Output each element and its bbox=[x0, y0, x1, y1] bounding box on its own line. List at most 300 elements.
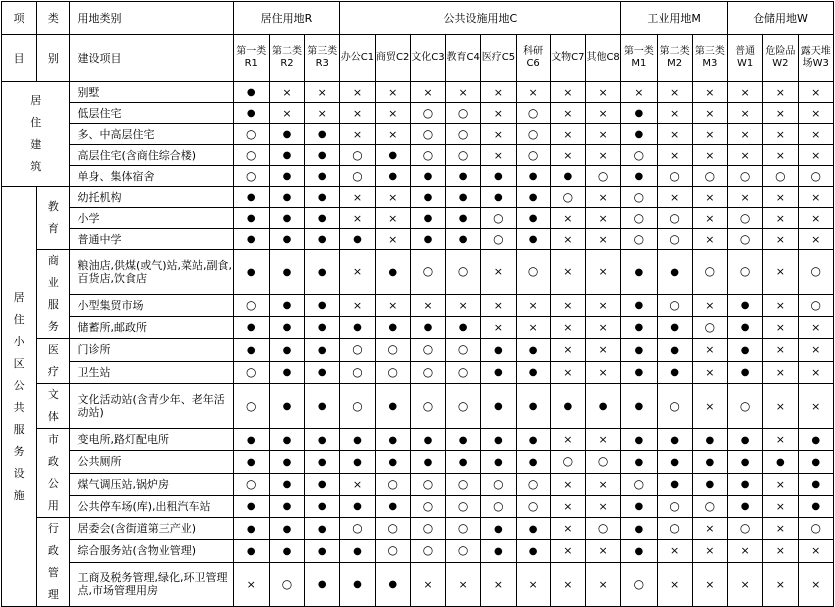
compatibility-mark: × bbox=[550, 250, 585, 295]
compatibility-mark: ● bbox=[516, 229, 550, 250]
compatibility-mark: ● bbox=[657, 473, 692, 495]
compatibility-mark: × bbox=[585, 339, 620, 362]
compatibility-mark: × bbox=[798, 187, 834, 208]
project-label: 小学 bbox=[70, 208, 233, 229]
compatibility-mark: × bbox=[763, 339, 798, 362]
compatibility-mark: × bbox=[269, 103, 304, 124]
compatibility-mark: ● bbox=[728, 495, 763, 517]
compatibility-mark: ○ bbox=[621, 145, 657, 166]
table-row bbox=[2, 473, 834, 495]
compatibility-mark: × bbox=[305, 82, 340, 103]
compatibility-mark: ● bbox=[657, 451, 692, 473]
compatibility-mark: ○ bbox=[585, 451, 620, 473]
compatibility-mark: ● bbox=[481, 540, 516, 562]
table-row bbox=[2, 518, 834, 540]
compatibility-mark: ● bbox=[481, 384, 516, 429]
compatibility-mark: × bbox=[375, 82, 410, 103]
compatibility-mark: × bbox=[550, 124, 585, 145]
subgroup-label-text: 教育 bbox=[47, 200, 59, 235]
compatibility-mark: ● bbox=[269, 187, 304, 208]
column-header: 露天堆场W3 bbox=[798, 35, 834, 82]
compatibility-mark: ● bbox=[798, 429, 834, 451]
compatibility-mark: × bbox=[657, 103, 692, 124]
compatibility-mark: × bbox=[692, 208, 727, 229]
column-header: 医疗C5 bbox=[481, 35, 516, 82]
compatibility-mark: ● bbox=[621, 166, 657, 187]
compatibility-mark: ● bbox=[446, 316, 481, 338]
table-row bbox=[2, 229, 834, 250]
compatibility-mark: ○ bbox=[340, 166, 375, 187]
compatibility-mark: × bbox=[446, 294, 481, 316]
table-row bbox=[2, 103, 834, 124]
compatibility-mark: × bbox=[233, 562, 269, 607]
compatibility-mark: ● bbox=[516, 518, 550, 540]
compatibility-mark: × bbox=[798, 384, 834, 429]
group-header-residential: 居住用地R bbox=[233, 2, 340, 35]
compatibility-mark: ● bbox=[269, 473, 304, 495]
compatibility-mark: × bbox=[516, 316, 550, 338]
subgroup-label-text: 文体 bbox=[47, 388, 59, 423]
compatibility-mark: × bbox=[481, 82, 516, 103]
compatibility-mark: ● bbox=[305, 229, 340, 250]
compatibility-mark: ○ bbox=[728, 166, 763, 187]
compatibility-mark: ● bbox=[621, 294, 657, 316]
project-label: 粮油店,供煤(或气)站,菜站,副食,百货店,饮食店 bbox=[70, 250, 233, 295]
compatibility-mark: ○ bbox=[692, 316, 727, 338]
group-header-storage: 仓储用地W bbox=[728, 2, 834, 35]
project-label: 综合服务站(含物业管理) bbox=[70, 540, 233, 562]
compatibility-mark: ● bbox=[585, 384, 620, 429]
compatibility-mark: ○ bbox=[446, 339, 481, 362]
compatibility-mark: ● bbox=[340, 229, 375, 250]
compatibility-mark: ○ bbox=[692, 495, 727, 517]
compatibility-mark: × bbox=[798, 124, 834, 145]
table-row bbox=[2, 166, 834, 187]
compatibility-mark: ○ bbox=[410, 250, 445, 295]
compatibility-mark: ○ bbox=[410, 103, 445, 124]
compatibility-mark: ● bbox=[269, 250, 304, 295]
compatibility-mark: ● bbox=[269, 316, 304, 338]
compatibility-mark: × bbox=[692, 294, 727, 316]
compatibility-mark: ○ bbox=[410, 384, 445, 429]
compatibility-mark: × bbox=[481, 294, 516, 316]
compatibility-mark: ○ bbox=[410, 473, 445, 495]
compatibility-mark: ● bbox=[621, 495, 657, 517]
compatibility-mark: × bbox=[585, 187, 620, 208]
table-header bbox=[2, 2, 834, 82]
compatibility-mark: ● bbox=[621, 384, 657, 429]
compatibility-mark: ● bbox=[728, 429, 763, 451]
compatibility-mark: × bbox=[375, 208, 410, 229]
compatibility-mark: × bbox=[763, 384, 798, 429]
compatibility-mark: ● bbox=[233, 187, 269, 208]
project-label: 变电所,路灯配电所 bbox=[70, 429, 233, 451]
compatibility-mark: ● bbox=[305, 250, 340, 295]
compatibility-mark: × bbox=[692, 339, 727, 362]
compatibility-mark: ○ bbox=[446, 250, 481, 295]
project-label: 煤气调压站,锅炉房 bbox=[70, 473, 233, 495]
compatibility-mark: ○ bbox=[585, 518, 620, 540]
compatibility-mark: × bbox=[798, 145, 834, 166]
compatibility-mark: ● bbox=[481, 166, 516, 187]
compatibility-mark: × bbox=[692, 384, 727, 429]
compatibility-mark: ● bbox=[233, 540, 269, 562]
compatibility-mark: ● bbox=[305, 361, 340, 384]
compatibility-mark: ● bbox=[269, 166, 304, 187]
column-header: 第一类M1 bbox=[621, 35, 657, 82]
compatibility-mark: × bbox=[657, 540, 692, 562]
compatibility-mark: ○ bbox=[585, 166, 620, 187]
project-label: 卫生站 bbox=[70, 361, 233, 384]
compatibility-mark: × bbox=[585, 429, 620, 451]
compatibility-mark: × bbox=[410, 562, 445, 607]
compatibility-mark: × bbox=[798, 540, 834, 562]
compatibility-mark: ● bbox=[375, 384, 410, 429]
compatibility-mark: ● bbox=[446, 208, 481, 229]
compatibility-mark: × bbox=[340, 124, 375, 145]
project-label: 公共停车场(库),出租汽车站 bbox=[70, 495, 233, 517]
compatibility-mark: ○ bbox=[446, 518, 481, 540]
compatibility-mark: ● bbox=[269, 294, 304, 316]
compatibility-mark: ● bbox=[621, 361, 657, 384]
compatibility-mark: × bbox=[550, 429, 585, 451]
compatibility-mark: × bbox=[692, 540, 727, 562]
compatibility-mark: ● bbox=[550, 166, 585, 187]
compatibility-mark: ○ bbox=[446, 145, 481, 166]
project-label: 居委会(含街道第三产业) bbox=[70, 518, 233, 540]
compatibility-mark: ● bbox=[410, 166, 445, 187]
compatibility-mark: × bbox=[340, 208, 375, 229]
compatibility-mark: ○ bbox=[481, 229, 516, 250]
compatibility-mark: ● bbox=[481, 451, 516, 473]
compatibility-mark: × bbox=[585, 540, 620, 562]
compatibility-mark: ● bbox=[269, 145, 304, 166]
compatibility-mark: ○ bbox=[375, 518, 410, 540]
table-body bbox=[2, 82, 834, 607]
compatibility-mark: ● bbox=[410, 451, 445, 473]
compatibility-mark: ○ bbox=[728, 518, 763, 540]
compatibility-mark: ○ bbox=[481, 473, 516, 495]
compatibility-mark: ● bbox=[410, 229, 445, 250]
column-header: 危险品W2 bbox=[763, 35, 798, 82]
compatibility-mark: × bbox=[692, 103, 727, 124]
subgroup-label bbox=[37, 384, 70, 429]
compatibility-mark: ● bbox=[621, 429, 657, 451]
compatibility-mark: ○ bbox=[763, 166, 798, 187]
compatibility-mark: × bbox=[550, 518, 585, 540]
compatibility-mark: ● bbox=[269, 124, 304, 145]
compatibility-mark: ○ bbox=[621, 562, 657, 607]
table-row bbox=[2, 540, 834, 562]
compatibility-mark: ● bbox=[305, 124, 340, 145]
column-header: 第一类R1 bbox=[233, 35, 269, 82]
compatibility-mark: ● bbox=[481, 361, 516, 384]
compatibility-mark: ○ bbox=[692, 250, 727, 295]
compatibility-mark: × bbox=[763, 316, 798, 338]
group-header-industrial: 工业用地M bbox=[621, 2, 728, 35]
compatibility-mark: ● bbox=[305, 208, 340, 229]
compatibility-mark: × bbox=[481, 145, 516, 166]
compatibility-mark: ● bbox=[621, 518, 657, 540]
compatibility-mark: ○ bbox=[446, 540, 481, 562]
compatibility-mark: ○ bbox=[728, 250, 763, 295]
compatibility-mark: × bbox=[798, 82, 834, 103]
table-row bbox=[2, 250, 834, 295]
table-row bbox=[2, 145, 834, 166]
compatibility-mark: × bbox=[728, 124, 763, 145]
compatibility-mark: × bbox=[340, 294, 375, 316]
table-row bbox=[2, 562, 834, 607]
project-label: 单身、集体宿舍 bbox=[70, 166, 233, 187]
compatibility-mark: ● bbox=[269, 229, 304, 250]
compatibility-mark: ● bbox=[233, 208, 269, 229]
compatibility-mark: × bbox=[481, 103, 516, 124]
compatibility-mark: ○ bbox=[728, 229, 763, 250]
compatibility-mark: ● bbox=[446, 166, 481, 187]
compatibility-mark: × bbox=[798, 208, 834, 229]
compatibility-mark: ● bbox=[516, 339, 550, 362]
compatibility-mark: ○ bbox=[446, 473, 481, 495]
compatibility-mark: ○ bbox=[657, 229, 692, 250]
compatibility-mark: × bbox=[550, 361, 585, 384]
compatibility-mark: × bbox=[550, 229, 585, 250]
compatibility-mark: ● bbox=[269, 540, 304, 562]
compatibility-mark: × bbox=[798, 103, 834, 124]
class-header-top: 类 bbox=[37, 2, 70, 35]
group-header-public: 公共设施用地C bbox=[340, 2, 621, 35]
compatibility-mark: ○ bbox=[233, 145, 269, 166]
compatibility-mark: × bbox=[763, 82, 798, 103]
compatibility-mark: × bbox=[692, 361, 727, 384]
compatibility-mark: ● bbox=[233, 82, 269, 103]
compatibility-mark: ● bbox=[481, 339, 516, 362]
compatibility-mark: ● bbox=[340, 316, 375, 338]
compatibility-mark: × bbox=[692, 229, 727, 250]
project-label: 工商及税务管理,绿化,环卫管理点,市场管理用房 bbox=[70, 562, 233, 607]
compatibility-mark: ○ bbox=[657, 384, 692, 429]
compatibility-mark: ○ bbox=[340, 339, 375, 362]
compatibility-mark: ○ bbox=[798, 294, 834, 316]
item-header-bottom: 目 bbox=[2, 35, 37, 82]
compatibility-mark: × bbox=[550, 540, 585, 562]
compatibility-mark: × bbox=[763, 473, 798, 495]
compatibility-mark: ○ bbox=[516, 124, 550, 145]
compatibility-mark: ● bbox=[516, 451, 550, 473]
column-header: 普通W1 bbox=[728, 35, 763, 82]
subgroup-label bbox=[37, 187, 70, 250]
compatibility-mark: ● bbox=[516, 429, 550, 451]
compatibility-mark: ○ bbox=[657, 495, 692, 517]
compatibility-mark: ● bbox=[233, 518, 269, 540]
compatibility-mark: × bbox=[763, 495, 798, 517]
compatibility-mark: × bbox=[585, 124, 620, 145]
compatibility-mark: ○ bbox=[233, 473, 269, 495]
land-use-compatibility-table bbox=[1, 1, 834, 607]
compatibility-mark: ○ bbox=[410, 145, 445, 166]
compatibility-mark: ● bbox=[692, 451, 727, 473]
compatibility-mark: ● bbox=[269, 451, 304, 473]
table-row bbox=[2, 187, 834, 208]
compatibility-mark: × bbox=[585, 473, 620, 495]
compatibility-mark: ○ bbox=[340, 384, 375, 429]
compatibility-mark: ○ bbox=[621, 473, 657, 495]
compatibility-mark: ○ bbox=[410, 124, 445, 145]
compatibility-mark: ● bbox=[305, 384, 340, 429]
compatibility-mark: × bbox=[585, 495, 620, 517]
compatibility-mark: × bbox=[550, 316, 585, 338]
compatibility-mark: ● bbox=[375, 250, 410, 295]
compatibility-mark: ● bbox=[269, 518, 304, 540]
compatibility-mark: × bbox=[375, 187, 410, 208]
compatibility-mark: × bbox=[585, 103, 620, 124]
compatibility-mark: ● bbox=[410, 429, 445, 451]
compatibility-mark: × bbox=[585, 208, 620, 229]
compatibility-mark: × bbox=[550, 294, 585, 316]
table-row bbox=[2, 361, 834, 384]
compatibility-mark: ● bbox=[305, 339, 340, 362]
compatibility-mark: × bbox=[728, 82, 763, 103]
compatibility-mark: ● bbox=[375, 166, 410, 187]
subgroup-label bbox=[37, 250, 70, 339]
compatibility-mark: × bbox=[763, 429, 798, 451]
project-label: 高层住宅(含商住综合楼) bbox=[70, 145, 233, 166]
compatibility-mark: × bbox=[550, 82, 585, 103]
compatibility-mark: ● bbox=[657, 250, 692, 295]
column-header: 文物C7 bbox=[550, 35, 585, 82]
compatibility-mark: ○ bbox=[410, 495, 445, 517]
compatibility-mark: ● bbox=[305, 187, 340, 208]
compatibility-mark: × bbox=[763, 294, 798, 316]
compatibility-mark: × bbox=[585, 294, 620, 316]
compatibility-mark: ● bbox=[305, 429, 340, 451]
compatibility-mark: ○ bbox=[657, 208, 692, 229]
compatibility-mark: × bbox=[798, 316, 834, 338]
compatibility-mark: ● bbox=[798, 495, 834, 517]
compatibility-mark: × bbox=[763, 518, 798, 540]
compatibility-mark: ○ bbox=[410, 339, 445, 362]
compatibility-mark: × bbox=[516, 294, 550, 316]
compatibility-mark: ● bbox=[233, 339, 269, 362]
compatibility-mark: × bbox=[410, 294, 445, 316]
compatibility-mark: × bbox=[340, 82, 375, 103]
section-label-text: 居住建筑 bbox=[30, 94, 42, 173]
compatibility-mark: ● bbox=[305, 540, 340, 562]
subgroup-label bbox=[37, 518, 70, 607]
column-header: 其他C8 bbox=[585, 35, 620, 82]
compatibility-mark: × bbox=[375, 124, 410, 145]
compatibility-mark: × bbox=[657, 145, 692, 166]
compatibility-mark: × bbox=[481, 562, 516, 607]
compatibility-mark: ● bbox=[269, 384, 304, 429]
section-label-text: 居住小区公共服务设施 bbox=[13, 290, 25, 502]
compatibility-mark: ○ bbox=[375, 540, 410, 562]
compatibility-mark: ● bbox=[516, 208, 550, 229]
table-row bbox=[2, 208, 834, 229]
compatibility-mark: ● bbox=[269, 429, 304, 451]
compatibility-mark: ● bbox=[621, 540, 657, 562]
compatibility-mark: ○ bbox=[446, 361, 481, 384]
compatibility-mark: × bbox=[585, 250, 620, 295]
compatibility-mark: × bbox=[550, 208, 585, 229]
subgroup-label-text: 商业服务 bbox=[47, 254, 59, 333]
compatibility-mark: ● bbox=[728, 294, 763, 316]
compatibility-mark: × bbox=[305, 103, 340, 124]
compatibility-mark: ● bbox=[233, 103, 269, 124]
compatibility-mark: ○ bbox=[516, 250, 550, 295]
compatibility-mark: × bbox=[585, 316, 620, 338]
compatibility-mark: ● bbox=[410, 208, 445, 229]
compatibility-mark: ● bbox=[481, 429, 516, 451]
compatibility-mark: × bbox=[798, 361, 834, 384]
project-label: 储蓄所,邮政所 bbox=[70, 316, 233, 338]
column-header: 第二类R2 bbox=[269, 35, 304, 82]
compatibility-mark: × bbox=[340, 187, 375, 208]
compatibility-mark: ○ bbox=[375, 339, 410, 362]
class-header-bottom: 别 bbox=[37, 35, 70, 82]
compatibility-mark: ● bbox=[516, 384, 550, 429]
column-header: 第三类R3 bbox=[305, 35, 340, 82]
compatibility-mark: ● bbox=[728, 451, 763, 473]
compatibility-mark: ● bbox=[305, 562, 340, 607]
subgroup-label-text: 市政公用 bbox=[47, 433, 59, 512]
compatibility-mark: ● bbox=[516, 166, 550, 187]
compatibility-mark: ● bbox=[375, 145, 410, 166]
compatibility-mark: ● bbox=[657, 429, 692, 451]
compatibility-mark: ○ bbox=[798, 250, 834, 295]
compatibility-mark: ● bbox=[621, 103, 657, 124]
compatibility-mark: × bbox=[621, 82, 657, 103]
compatibility-mark: ○ bbox=[410, 361, 445, 384]
subgroup-label bbox=[37, 429, 70, 518]
compatibility-mark: × bbox=[763, 124, 798, 145]
compatibility-mark: ● bbox=[233, 229, 269, 250]
compatibility-mark: ● bbox=[305, 473, 340, 495]
table-row bbox=[2, 124, 834, 145]
compatibility-mark: ○ bbox=[233, 124, 269, 145]
compatibility-mark: × bbox=[269, 82, 304, 103]
column-header: 第二类M2 bbox=[657, 35, 692, 82]
column-header: 教育C4 bbox=[446, 35, 481, 82]
compatibility-mark: ○ bbox=[657, 518, 692, 540]
item-header-top: 项 bbox=[2, 2, 37, 35]
compatibility-mark: ● bbox=[798, 451, 834, 473]
compatibility-mark: × bbox=[692, 187, 727, 208]
compatibility-mark: ○ bbox=[657, 166, 692, 187]
compatibility-mark: × bbox=[481, 250, 516, 295]
compatibility-mark: ● bbox=[340, 562, 375, 607]
compatibility-mark: ○ bbox=[657, 294, 692, 316]
compatibility-mark: × bbox=[550, 339, 585, 362]
compatibility-mark: ● bbox=[516, 540, 550, 562]
table-row bbox=[2, 495, 834, 517]
compatibility-mark: ● bbox=[481, 518, 516, 540]
compatibility-mark: ○ bbox=[233, 166, 269, 187]
compatibility-mark: × bbox=[410, 82, 445, 103]
compatibility-mark: ● bbox=[550, 384, 585, 429]
compatibility-mark: ○ bbox=[446, 495, 481, 517]
project-label: 别墅 bbox=[70, 82, 233, 103]
compatibility-mark: × bbox=[585, 229, 620, 250]
compatibility-mark: ● bbox=[657, 339, 692, 362]
compatibility-mark: ○ bbox=[410, 518, 445, 540]
compatibility-mark: ● bbox=[410, 187, 445, 208]
compatibility-mark: ● bbox=[516, 187, 550, 208]
section-label bbox=[2, 187, 37, 607]
column-header: 商贸C2 bbox=[375, 35, 410, 82]
table-row bbox=[2, 82, 834, 103]
compatibility-mark: × bbox=[798, 562, 834, 607]
compatibility-mark: ○ bbox=[269, 562, 304, 607]
